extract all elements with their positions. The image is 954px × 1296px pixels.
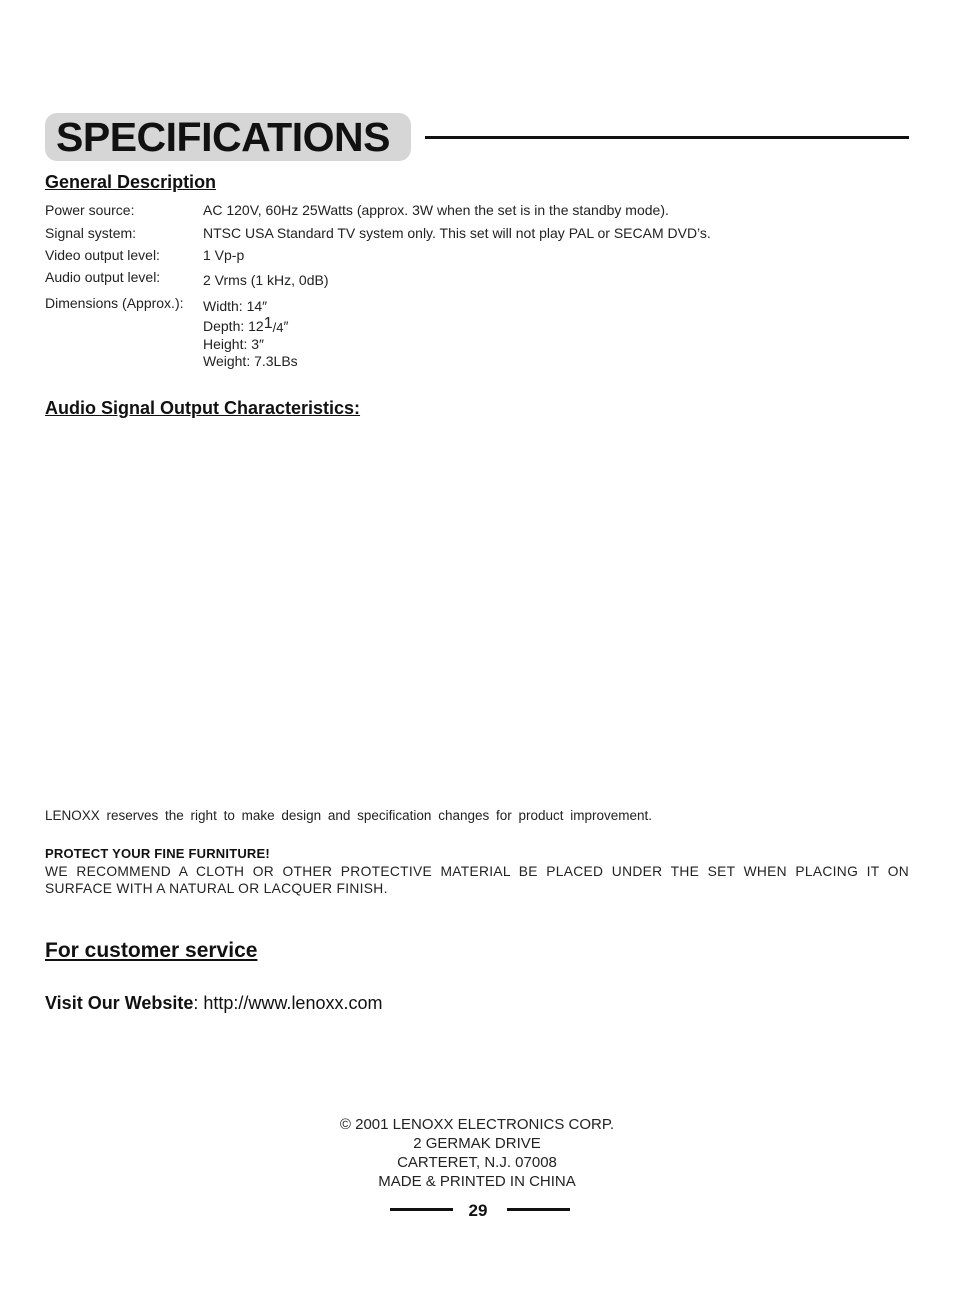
dimension-weight: Weight: 7.3LBs xyxy=(203,353,298,369)
depth-fraction-denominator: /4 xyxy=(272,320,284,335)
address-line: © 2001 LENOXX ELECTRONICS CORP. xyxy=(339,1116,615,1133)
title-rule xyxy=(425,136,909,139)
address-line: 2 GERMAK DRIVE xyxy=(413,1135,541,1152)
design-change-notice: LENOXX reserves the right to make design and specification changes for product improvement. xyxy=(45,808,653,823)
audio-characteristics-heading: Audio Signal Output Characteristics: xyxy=(45,398,361,418)
page-number-rule-left xyxy=(390,1208,453,1211)
signal-system-label: Signal system: xyxy=(45,225,137,241)
depth-fraction-numerator: 1 xyxy=(263,315,273,332)
customer-service-heading: For customer service xyxy=(45,939,258,962)
signal-system-value: NTSC USA Standard TV system only. This set will not play PAL or SECAM DVD’s. xyxy=(203,225,711,241)
dimension-width: Width: 14″ xyxy=(203,298,268,314)
protect-furniture-body: WE RECOMMEND A CLOTH OR OTHER PROTECTIVE MATERIAL BE PLACED UNDER THE SET WHEN PLACING IT ON SURFACE WITH A NATURAL OR LACQUER FINISH. xyxy=(45,864,909,896)
depth-prefix: Depth: 12 xyxy=(203,318,264,334)
power-source-label: Power source: xyxy=(45,202,135,218)
audio-output-value: 2 Vrms (1 kHz, 0dB) xyxy=(203,272,329,288)
website-line xyxy=(45,993,382,1014)
general-description-heading: General Description xyxy=(45,172,217,192)
dimension-depth xyxy=(203,315,298,336)
video-output-value: 1 Vp-p xyxy=(203,247,245,263)
protect-furniture-title: PROTECT YOUR FINE FURNITURE! xyxy=(45,846,270,861)
website-separator: : xyxy=(193,993,204,1013)
company-address xyxy=(0,1115,954,1191)
depth-suffix: ″ xyxy=(283,318,289,334)
page-number: 29 xyxy=(468,1201,488,1220)
video-output-label: Video output level: xyxy=(45,247,160,263)
address-line: CARTERET, N.J. 07008 xyxy=(397,1154,557,1171)
dimensions-values xyxy=(203,298,298,370)
page-number-rule-right xyxy=(507,1208,570,1211)
address-line: MADE & PRINTED IN CHINA xyxy=(378,1173,576,1190)
website-link[interactable]: http://www.lenoxx.com xyxy=(203,993,383,1013)
dimensions-label: Dimensions (Approx.): xyxy=(45,295,184,311)
power-source-value: AC 120V, 60Hz 25Watts (approx. 3W when the set is in the standby mode). xyxy=(203,202,669,218)
page-title: SPECIFICATIONS xyxy=(56,114,390,160)
audio-output-label: Audio output level: xyxy=(45,269,161,285)
dimension-height: Height: 3″ xyxy=(203,336,264,352)
website-label: Visit Our Website xyxy=(45,993,194,1013)
